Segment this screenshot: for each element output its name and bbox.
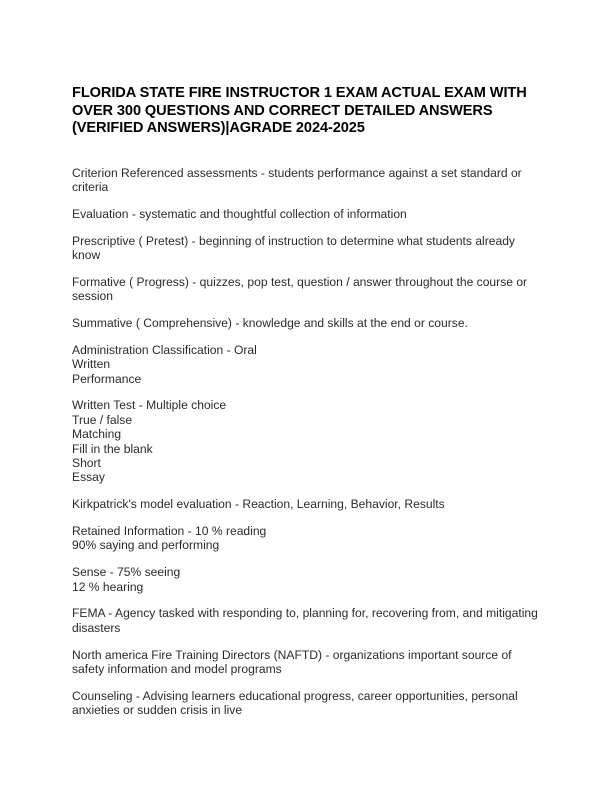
- entry-line: Formative ( Progress) - quizzes, pop test, question / answer throughout the course or: [72, 274, 528, 289]
- entry-naftd: [72, 648, 542, 677]
- entry-line: Kirkpatrick's model evaluation - Reaction, Learning, Behavior, Results: [72, 497, 445, 512]
- entry-line: Prescriptive ( Pretest) - beginning of instruction to determine what students already: [72, 233, 515, 248]
- entry-evaluation: [72, 207, 542, 221]
- document-title: [72, 85, 542, 138]
- entry-line: Evaluation - systematic and thoughtful collection of information: [72, 206, 407, 221]
- entry-counseling: [72, 689, 542, 718]
- entry-line: Performance: [72, 371, 142, 386]
- entry-line: Essay: [72, 470, 105, 485]
- entry-line: Written: [72, 357, 111, 372]
- entry-line: Matching: [72, 427, 122, 442]
- entry-summative: [72, 316, 542, 330]
- entry-retained-information: [72, 524, 542, 553]
- entry-line: Administration Classification - Oral: [72, 342, 257, 357]
- entry-line: FEMA - Agency tasked with responding to, planning for, recovering from, and mitigating: [72, 606, 538, 621]
- entry-line: 90% saying and performing: [72, 538, 220, 553]
- entry-line: Summative ( Comprehensive) - knowledge and skills at the end or course.: [72, 315, 468, 330]
- entry-line: Retained Information - 10 % reading: [72, 523, 267, 538]
- entry-line: True / false: [72, 412, 133, 427]
- entry-line: Short: [72, 455, 101, 470]
- entry-line: Criterion Referenced assessments - students performance against a set standard or: [72, 165, 522, 180]
- entry-line: disasters: [72, 620, 121, 635]
- title-line: OVER 300 QUESTIONS AND CORRECT DETAILED ANSWERS: [72, 102, 493, 119]
- entry-written-test: [72, 398, 542, 484]
- entry-list: [72, 166, 542, 718]
- entry-line: Fill in the blank: [72, 441, 153, 456]
- entry-line: safety information and model programs: [72, 661, 282, 676]
- entry-line: Counseling - Advising learners educational progress, career opportunities, personal: [72, 688, 518, 703]
- entry-formative: [72, 275, 542, 304]
- document-page: [72, 85, 542, 730]
- entry-prescriptive: [72, 234, 542, 263]
- entry-line: know: [72, 247, 101, 262]
- entry-line: Written Test - Multiple choice: [72, 398, 227, 413]
- entry-line: anxieties or sudden crisis in live: [72, 703, 243, 718]
- entry-line: session: [72, 289, 114, 304]
- entry-line: Sense - 75% seeing: [72, 565, 181, 580]
- entry-criterion-referenced: [72, 166, 542, 195]
- entry-line: criteria: [72, 179, 109, 194]
- entry-kirkpatrick-model: [72, 497, 542, 511]
- entry-line: 12 % hearing: [72, 579, 144, 594]
- title-line: (VERIFIED ANSWERS)|AGRADE 2024-2025: [72, 120, 365, 136]
- entry-administration-classification: [72, 343, 542, 386]
- title-line: FLORIDA STATE FIRE INSTRUCTOR 1 EXAM ACTUAL EXAM WITH: [72, 85, 527, 101]
- entry-line: North america Fire Training Directors (NAFTD) - organizations important source of: [72, 647, 512, 662]
- entry-sense: [72, 565, 542, 594]
- entry-fema: [72, 606, 542, 635]
